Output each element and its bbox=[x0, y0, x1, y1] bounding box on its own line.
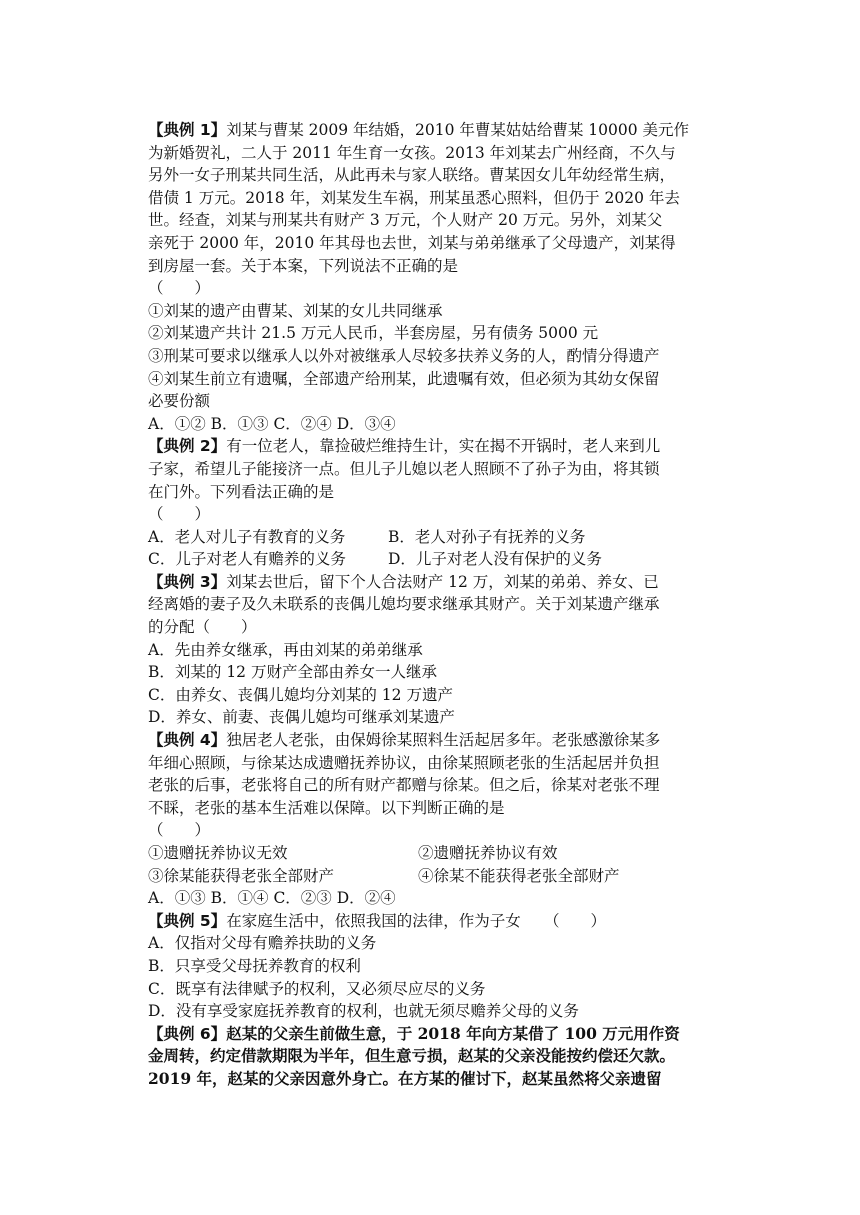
example-2-options-row-1 bbox=[148, 526, 723, 549]
example-6-line-3: 2019 年，赵某的父亲因意外身亡。在方某的催讨下，赵某虽然将父亲遗留 bbox=[148, 1068, 662, 1088]
example-4-answer-blank: （ ） bbox=[148, 821, 211, 840]
example-3-option-a: A．先由养女继承，再由刘某的弟弟继承 bbox=[148, 640, 423, 659]
example-3-line-2: 经离婚的妻子及久未联系的丧偶儿媳均要求继承其财产。关于刘某遗产继承 bbox=[148, 595, 660, 614]
example-3-line-3: 的分配（ ） bbox=[148, 618, 257, 637]
example-3-line-1: 【典例 3】刘某去世后，留下个人合法财产 12 万，刘某的弟弟、养女、已 bbox=[148, 572, 659, 591]
example-2-option-d: D．儿子对老人没有保护的义务 bbox=[388, 550, 602, 569]
example-6-line-2: 金周转，约定借款期限为半年，但生意亏损，赵某的父亲没能按约偿还欠款。 bbox=[148, 1046, 676, 1066]
example-2-line-2: 子家，希望儿子能接济一点。但儿子儿媳以老人照顾不了孙子为由，将其锁 bbox=[148, 459, 660, 478]
example-5-option-c: C．既享有法律赋予的权利，又必须尽应尽的义务 bbox=[148, 979, 486, 998]
example-2-options-row-2 bbox=[148, 548, 723, 571]
example-3-option-c: C．由养女、丧偶儿媳均分刘某的 12 万遗产 bbox=[148, 685, 453, 704]
example-4-statements-row-1 bbox=[148, 842, 723, 865]
example-4-line-3: 老张的后事，老张将自己的所有财产都赠与徐某。但之后，徐某对老张不理 bbox=[148, 776, 660, 795]
example-5-option-d: D．没有享受家庭抚养教育的权利，也就无须尽赡养父母的义务 bbox=[148, 1002, 579, 1021]
example-4-line-4: 不睬，老张的基本生活难以保障。以下判断正确的是 bbox=[148, 798, 505, 817]
example-4-statement-3: ③徐某能获得老张全部财产 bbox=[148, 866, 335, 885]
example-1-line-7: 到房屋一套。关于本案，下列说法不正确的是 bbox=[148, 256, 459, 275]
example-4-statement-4: ④徐某不能获得老张全部财产 bbox=[418, 866, 620, 885]
example-1-answer-blank: （ ） bbox=[148, 279, 211, 298]
example-6-line-1: 【典例 6】赵某的父亲生前做生意，于 2018 年向方某借了 100 万元用作资 bbox=[148, 1023, 680, 1043]
example-1-line-1: 【典例 1】刘某与曹某 2009 年结婚，2010 年曹某姑姑给曹某 10000 美元作 bbox=[148, 121, 690, 139]
example-2-option-b: B．老人对孙子有抚养的义务 bbox=[388, 527, 586, 546]
example-1-choices: A．①② B．①③ C．②④ D．③④ bbox=[148, 414, 396, 433]
example-1-statement-3: ③刑某可要求以继承人以外对被继承人尽较多扶养义务的人，酌情分得遗产 bbox=[148, 346, 660, 365]
example-4-choices: A．①③ B．①④ C．②③ D．②④ bbox=[148, 889, 396, 908]
example-4-label: 【典例 4】 bbox=[148, 731, 227, 750]
example-3-option-b: B．刘某的 12 万财产全部由养女一人继承 bbox=[148, 663, 437, 682]
example-2-label: 【典例 2】 bbox=[148, 437, 227, 456]
example-1-statement-2: ②刘某遗产共计 21.5 万元人民币，半套房屋，另有债务 5000 元 bbox=[148, 324, 599, 343]
example-2-line-3: 在门外。下列看法正确的是 bbox=[148, 482, 335, 501]
example-1-line-3: 另外一女子刑某共同生活，从此再未与家人联络。曹某因女儿年幼经常生病， bbox=[148, 166, 676, 185]
example-1-line-2: 为新婚贺礼，二人于 2011 年生育一女孩。2013 年刘某去广州经商，不久与 bbox=[148, 143, 676, 162]
example-4-statement-2: ②遗赠抚养协议有效 bbox=[418, 844, 558, 862]
example-5-option-a: A．仅指对父母有赡养扶助的义务 bbox=[148, 934, 377, 953]
document-body bbox=[148, 119, 723, 1091]
example-6-label: 【典例 6】 bbox=[148, 1024, 227, 1043]
example-1-line-5: 世。经查，刘某与刑某共有财产 3 万元，个人财产 20 万元。另外，刘某父 bbox=[148, 211, 663, 230]
example-4-line-1: 【典例 4】独居老人老张，由保姆徐某照料生活起居多年。老张感激徐某多 bbox=[148, 731, 661, 750]
example-4-statement-1: ①遗赠抚养协议无效 bbox=[148, 844, 288, 862]
example-1-statement-4-cont: 必要份额 bbox=[148, 392, 211, 411]
example-1-label: 【典例 1】 bbox=[148, 121, 227, 139]
example-1-statement-4: ④刘某生前立有遗嘱，全部遗产给刑某，此遗嘱有效，但必须为其幼女保留 bbox=[148, 369, 660, 388]
example-5-option-b: B．只享受父母抚养教育的权利 bbox=[148, 956, 361, 975]
example-5-line-1: 【典例 5】在家庭生活中，依照我国的法律，作为子女 （ ） bbox=[148, 911, 606, 930]
example-4-line-2: 年细心照顾，与徐某达成遗赠抚养协议，由徐某照顾老张的生活起居并负担 bbox=[148, 753, 660, 772]
example-2-line-1: 【典例 2】有一位老人，靠捡破烂维持生计，实在揭不开锅时，老人来到儿 bbox=[148, 437, 661, 456]
example-1-line-4: 借债 1 万元。2018 年，刘某发生车祸，刑某虽悉心照料，但仍于 2020 年去 bbox=[148, 188, 680, 207]
example-1-statement-1: ①刘某的遗产由曹某、刘某的女儿共同继承 bbox=[148, 301, 443, 320]
example-2-answer-blank: （ ） bbox=[148, 505, 211, 524]
example-3-label: 【典例 3】 bbox=[148, 572, 227, 591]
example-4-statements-row-2 bbox=[148, 865, 723, 888]
example-3-option-d: D．养女、前妻、丧偶儿媳均可继承刘某遗产 bbox=[148, 708, 455, 727]
example-5-label: 【典例 5】 bbox=[148, 911, 227, 930]
example-2-option-c: C．儿子对老人有赡养的义务 bbox=[148, 550, 346, 569]
example-2-option-a: A．老人对儿子有教育的义务 bbox=[148, 527, 346, 546]
example-1-line-6: 亲死于 2000 年，2010 年其母也去世，刘某与弟弟继承了父母遗产，刘某得 bbox=[148, 233, 676, 252]
